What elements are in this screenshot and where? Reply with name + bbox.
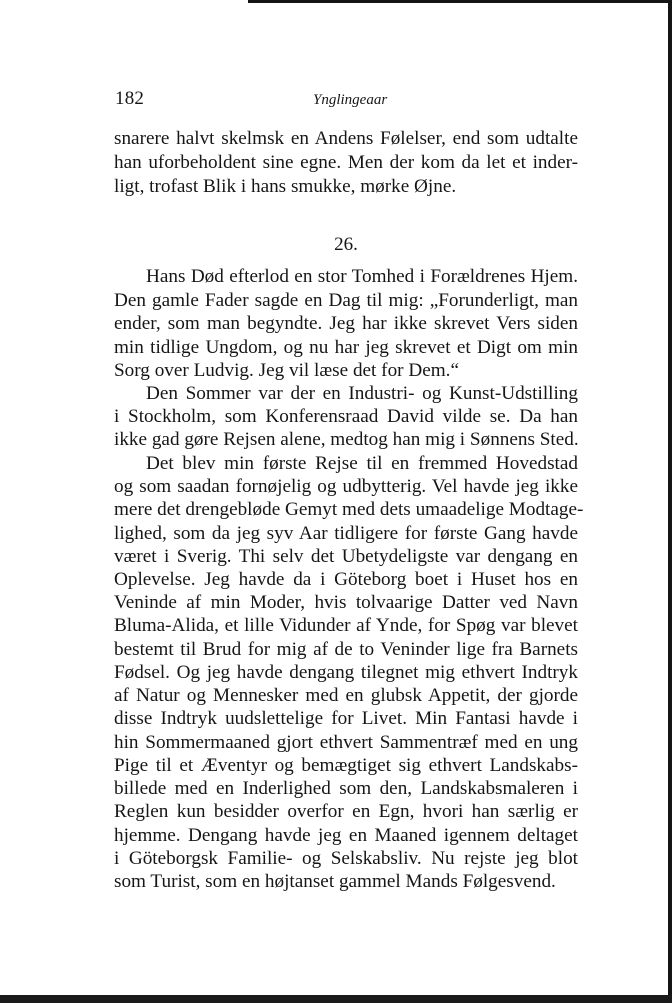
text-line: været i Sverig. Thi selv det Ubetydeligste var dengang en xyxy=(114,546,578,567)
text-line: ender, som man begyndte. Jeg har ikke skrevet Vers siden xyxy=(114,313,578,334)
text-line: Fødsel. Og jeg havde dengang tilegnet mig ethvert Indtryk xyxy=(114,662,578,683)
text-line: Pige til et Æventyr og bemægtiget sig ethvert Landskabs- xyxy=(114,755,578,776)
text-line: Sorg over Ludvig. Jeg vil læse det for Dem.“ xyxy=(114,360,459,381)
section-heading: 26. xyxy=(334,234,358,255)
text-line: Bluma-Alida, et lille Vidunder af Ynde, for Spøg var blevet xyxy=(114,615,578,636)
text-line: Reglen kun besidder overfor en Egn, hvori han særlig er xyxy=(114,801,578,822)
paragraph-first-line: Det blev min første Rejse til en fremmed Hovedstad xyxy=(146,453,578,474)
text-line: hin Sommermaaned gjort ethvert Sammentræf med en ung xyxy=(114,732,578,753)
text-line: i Göteborgsk Familie- og Selskabsliv. Nu rejste jeg blot xyxy=(114,848,578,869)
text-line: lighed, som da jeg syv Aar tidligere for første Gang havde xyxy=(114,523,578,544)
text-line: billede med en Inderlighed som den, Landskabsmaleren i xyxy=(114,778,578,799)
text-line: af Natur og Mennesker med en glubsk Appetit, der gjorde xyxy=(114,685,578,706)
page-number: 182 xyxy=(115,88,145,109)
text-line: min tidlige Ungdom, og nu har jeg skrevet et Digt om min xyxy=(114,337,578,358)
text-line: han uforbeholdent sine egne. Men der kom da let et inder- xyxy=(114,152,578,173)
text-line: snarere halvt skelmsk en Andens Følelser, end som udtalte xyxy=(114,128,578,149)
paragraph-first-line: Den Sommer var der en Industri- og Kunst-Udstilling xyxy=(146,383,578,404)
paragraph-first-line: Hans Død efterlod en stor Tomhed i Forældrenes Hjem. xyxy=(146,266,578,287)
text-line: og som saadan fornøjelig og udbytterig. Vel havde jeg ikke xyxy=(114,476,578,497)
scan-right-edge xyxy=(668,0,672,1003)
text-line: disse Indtryk uudslettelige for Livet. Min Fantasi havde i xyxy=(114,708,578,729)
text-line: Oplevelse. Jeg havde da i Göteborg boet i Huset hos en xyxy=(114,569,578,590)
text-line: hjemme. Dengang havde jeg en Maaned igennem deltaget xyxy=(114,825,578,846)
text-line: som Turist, som en højtanset gammel Mands Følgesvend. xyxy=(114,871,556,892)
scan-bottom-edge xyxy=(0,995,672,1003)
running-title: Ynglingeaar xyxy=(313,92,388,108)
text-line: Veninde af min Moder, hvis tolvaarige Datter ved Navn xyxy=(114,592,578,613)
scan-top-edge xyxy=(248,0,672,3)
text-line: Den gamle Fader sagde en Dag til mig: „Forunderligt, man xyxy=(114,290,578,311)
text-line: i Stockholm, som Konferensraad David vilde se. Da han xyxy=(114,406,578,427)
text-line: mere det drengebløde Gemyt med dets umaadelige Modtage- xyxy=(114,499,584,520)
text-line: bestemt til Brud for mig af de to Veninder lige fra Barnets xyxy=(114,639,578,660)
text-line: ligt, trofast Blik i hans smukke, mørke Øjne. xyxy=(114,176,457,197)
text-line: ikke gad gøre Rejsen alene, medtog han mig i Sønnens Sted. xyxy=(114,429,579,450)
